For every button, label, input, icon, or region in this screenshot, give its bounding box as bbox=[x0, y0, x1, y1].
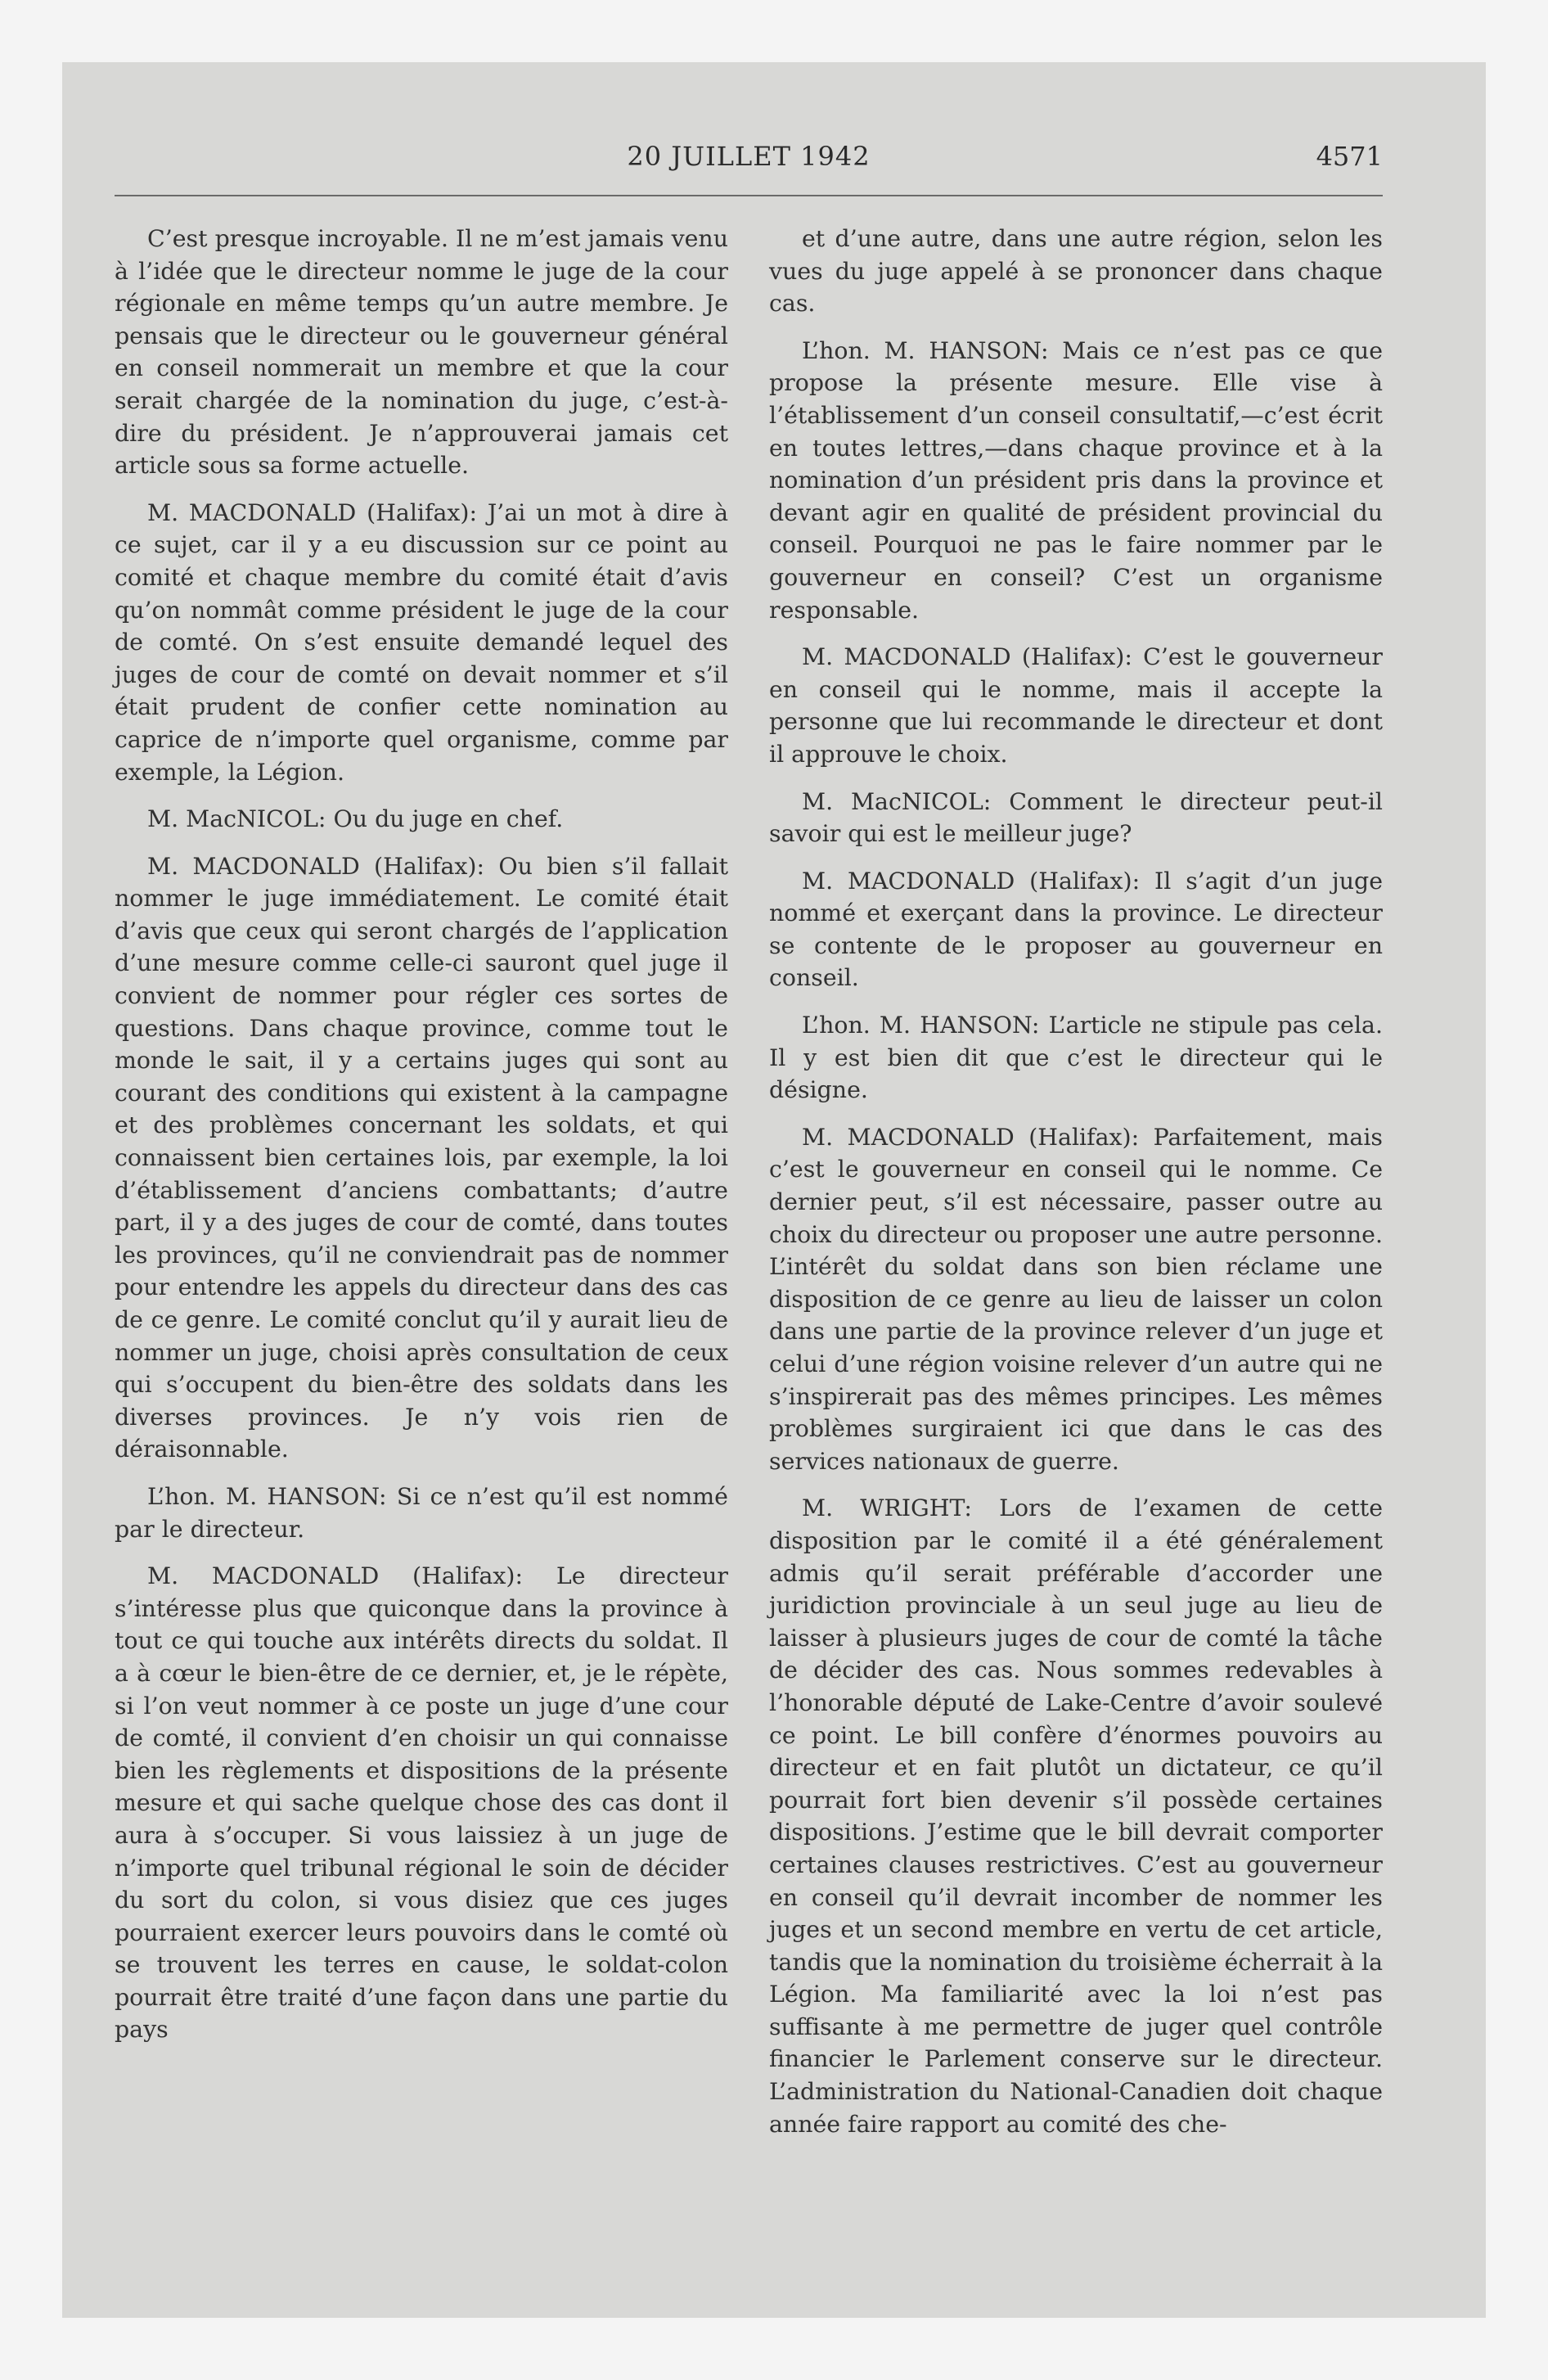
paragraph: M. MacNICOL: Ou du juge en chef. bbox=[147, 805, 564, 833]
paragraph: M. MACDONALD (Halifax): Le directeur s’intéresse plus que quiconque dans la province à tout ce qui touche aux intérêts directs du soldat. Il a à cœur le bien-être de ce dernier, et, je le répète, si l’on veut nommer à ce poste un juge d’une cour de comté, il convient d’en choisir un qui connaisse bien les règlements et dispositions de la présente mesure et qui sache quelque chose des cas dont il aura à s’occuper. Si vous laissiez à un juge de n’importe quel tribunal régional le soin de décider du sort du colon, si vous disiez que ces juges pourraient exercer leurs pouvoirs dans le comté où se trouvent les terres en cause, le soldat-colon pourrait être traité d’une façon dans une partie du pays bbox=[115, 1562, 728, 2044]
paragraph: L’hon. M. HANSON: L’article ne stipule pas cela. Il y est bien dit que c’est le directeur qui le désigne. bbox=[769, 1012, 1383, 1104]
paragraph: M. MACDONALD (Halifax): Il s’agit d’un juge nommé et exerçant dans la province. Le directeur se contente de le proposer au gouverneur en conseil. bbox=[769, 867, 1383, 992]
page-date: 20 JUILLET 1942 bbox=[627, 141, 871, 172]
paragraph: M. WRIGHT: Lors de l’examen de cette disposition par le comité il a été généralement admis qu’il serait préférable d’accorder une juridiction provinciale à un seul juge au lieu de laisser à plusieurs juges de cour de comté la tâche de décider des cas. Nous sommes redevables à l’honorable député de Lake-Centre d’avoir soulevé ce point. Le bill confère d’énormes pouvoirs au directeur et en fait plutôt un dictateur, ce qu’il pourrait fort bien devenir s’il possède certaines dispositions. J’estime que le bill devrait comporter certaines clauses restrictives. C’est au gouverneur en conseil qu’il devrait incomber de nommer les juges et un second membre en vertu de cet article, tandis que la nomination du troisième écherrait à la Légion. Ma familiarité avec la loi n’est pas suffisante à me permettre de juger quel contrôle financier le Parlement conserve sur le directeur. L’administration du National-Canadien doit chaque année faire rapport au comité des che- bbox=[769, 1494, 1383, 2138]
paragraph: M. MACDONALD (Halifax): C’est le gouverneur en conseil qui le nomme, mais il accepte la personne que lui recommande le directeur et dont il approuve le choix. bbox=[769, 643, 1383, 768]
paragraph: C’est presque incroyable. Il ne m’est jamais venu à l’idée que le directeur nomme le juge de la cour régionale en même temps qu’un autre membre. Je pensais que le directeur ou le gouverneur général en conseil nommerait un membre et que la cour serait chargée de la nomination du juge, c’est-à-dire du président. Je n’approuverai jamais cet article sous sa forme actuelle. bbox=[115, 225, 728, 480]
paragraph: L’hon. M. HANSON: Mais ce n’est pas ce que propose la présente mesure. Elle vise à l’établissement d’un conseil consultatif,—c’est écrit en toutes lettres,—dans chaque province et à la nomination d’un président pris dans la province et devant agir en qualité de président provincial du conseil. Pourquoi ne pas le faire nommer par le gouverneur en conseil? C’est un organisme responsable. bbox=[769, 336, 1383, 624]
header-rule bbox=[115, 195, 1383, 196]
paragraph: M. MacNICOL: Comment le directeur peut-il savoir qui est le meilleur juge? bbox=[769, 787, 1383, 848]
paragraph: et d’une autre, dans une autre région, selon les vues du juge appelé à se prononcer dans chaque cas. bbox=[769, 225, 1383, 318]
page-number: 4571 bbox=[1316, 141, 1383, 172]
paragraph: M. MACDONALD (Halifax): Ou bien s’il fallait nommer le juge immédiatement. Le comité était d’avis que ceux qui seront chargés de l’application d’une mesure comme celle-ci sauront quel juge il convient de nommer pour régler ces sortes de questions. Dans chaque province, comme tout le monde le sait, il y a certains juges qui sont au courant des conditions qui existent à la campagne et des problèmes concernant les soldats, et qui connaissent bien certaines lois, par exemple, la loi d’établissement d’anciens combattants; d’autre part, il y a des juges de cour de comté, dans toutes les provinces, qu’il ne conviendrait pas de nommer pour entendre les appels du directeur dans des cas de ce genre. Le comité conclut qu’il y aurait lieu de nommer un juge, choisi après consultation de ceux qui s’occupent du bien-être des soldats dans les diverses provinces. Je n’y vois rien de déraisonnable. bbox=[115, 852, 728, 1463]
paragraph: L’hon. M. HANSON: Si ce n’est qu’il est nommé par le directeur. bbox=[115, 1482, 728, 1543]
paragraph: M. MACDONALD (Halifax): Parfaitement, mais c’est le gouverneur en conseil qui le nomme. Ce dernier peut, s’il est nécessaire, passer outre au choix du directeur ou proposer une autre personne. L’intérêt du soldat dans son bien réclame une disposition de ce genre au lieu de laisser un colon dans une partie de la province relever d’un juge et celui d’une région voisine relever d’un autre qui ne s’inspirerait pas des mêmes principes. Les mêmes problèmes surgiraient ici que dans le cas des services nationaux de guerre. bbox=[769, 1123, 1383, 1475]
paragraph: M. MACDONALD (Halifax): J’ai un mot à dire à ce sujet, car il y a eu discussion sur ce point au comité et chaque membre du comité était d’avis qu’on nommât comme président le juge de la cour de comté. On s’est ensuite demandé lequel des juges de cour de comté on devait nommer et s’il était prudent de confier cette nomination au caprice de n’importe quel organisme, comme par exemple, la Légion. bbox=[115, 498, 728, 786]
page-header bbox=[115, 141, 1383, 177]
right-column bbox=[769, 223, 1383, 2140]
left-column bbox=[115, 223, 728, 2046]
